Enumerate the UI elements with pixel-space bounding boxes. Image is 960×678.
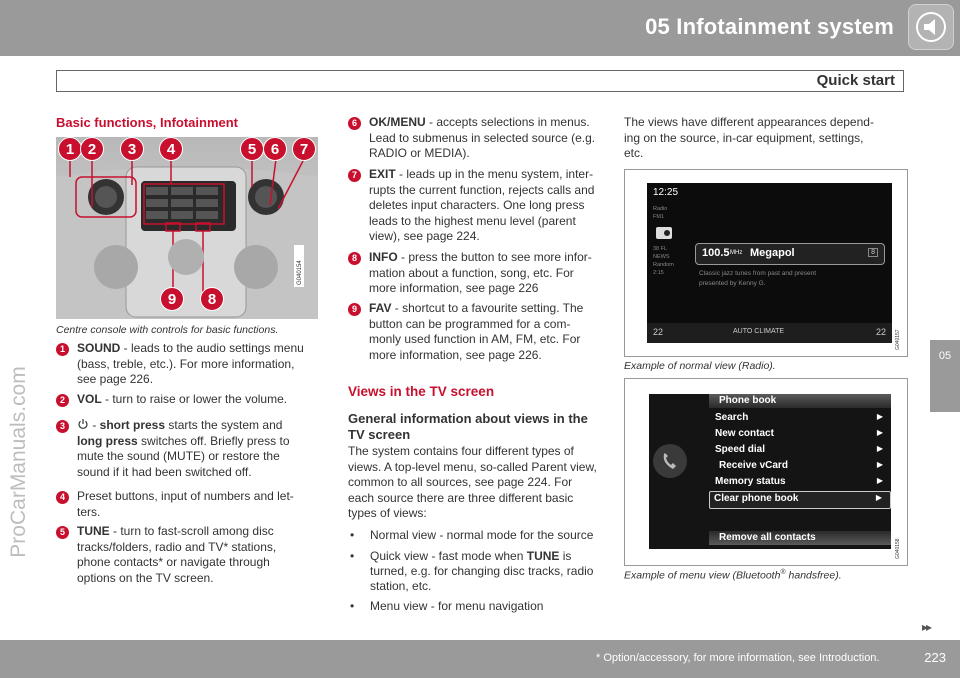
bullet-text: Menu view - for menu navigation xyxy=(370,599,544,613)
menu-item-label: Search xyxy=(715,412,749,423)
item-6-line: - accepts selections in menus. xyxy=(425,115,590,129)
item-6-text xyxy=(369,115,595,162)
item-8-marker: 8 xyxy=(348,252,361,265)
item-1-line: (bass, treble, etc.). For more information, xyxy=(77,356,295,371)
general-info-heading xyxy=(348,411,588,443)
power-icon xyxy=(77,418,89,430)
item-5-line: phone contacts* or navigate through xyxy=(77,555,270,569)
bullet-dot: • xyxy=(350,549,355,563)
item-9-marker: 9 xyxy=(348,303,361,316)
arrow-right-icon: ▶ xyxy=(876,460,883,469)
item-8-line: - press the button to see more infor- xyxy=(397,250,592,264)
item-3-line: mute the sound (MUTE) or restore the xyxy=(77,449,280,463)
footer-note: * Option/accessory, for more information, see Introduction. xyxy=(596,652,880,664)
paragraph-line: views. A top-level menu, so-called Parent view, xyxy=(348,459,597,474)
side-info-line: Random xyxy=(653,262,674,268)
bullet-keyword: TUNE xyxy=(526,549,560,563)
item-4-line: Preset buttons, input of numbers and let- xyxy=(77,489,294,503)
basic-functions-title: Basic functions, Infotainment xyxy=(56,115,239,130)
general-info-heading-line: General information about views in the xyxy=(348,411,588,426)
item-4-marker: 4 xyxy=(56,491,69,504)
menu-item-memory-status[interactable] xyxy=(709,475,891,491)
bullet-dot: • xyxy=(350,528,355,542)
side-info-line: FM1 xyxy=(653,214,664,220)
callout-8: 8 xyxy=(200,287,224,311)
callout-9: 9 xyxy=(160,287,184,311)
paragraph-line: common to all sources, see page 224. For xyxy=(348,475,573,489)
item-6-keyword: OK/MENU xyxy=(369,115,426,129)
menu-item-clear-phone-book[interactable] xyxy=(709,491,891,509)
menu-item-label: Clear phone book xyxy=(714,493,799,504)
bullet-text: Normal view - normal mode for the source xyxy=(370,528,594,542)
section-title: Quick start xyxy=(816,72,895,89)
screen-time: 12:25 xyxy=(653,187,679,198)
caption-sup: ® xyxy=(780,569,786,576)
bullet-text-part: turned, e.g. for changing disc tracks, radio xyxy=(370,564,594,578)
bullet-text-part: Quick view - fast mode when xyxy=(370,549,527,563)
item-7-line: deletes input characters. One long press xyxy=(369,198,585,212)
chapter-tab xyxy=(930,340,960,412)
item-7-text xyxy=(369,167,594,245)
temp-right: 22 xyxy=(875,327,886,337)
paragraph-line: The system contains four different types of xyxy=(348,444,574,458)
item-9-line: more information, see page 226. xyxy=(369,347,542,362)
section-bar xyxy=(56,70,904,92)
paragraph-line: etc. xyxy=(624,146,644,160)
item-7-line: rupts the current function, rejects calls and xyxy=(369,182,595,197)
paragraph-line: ing on the source, in-car equipment, settings, xyxy=(624,130,864,145)
callout-6: 6 xyxy=(263,137,287,161)
phonebook-screen-frame xyxy=(624,378,908,566)
phonebook-screen xyxy=(649,394,891,549)
item-3-dash: - xyxy=(89,418,100,432)
menu-item-new-contact[interactable] xyxy=(709,427,891,443)
item-8-line: mation about a function, song, etc. For xyxy=(369,265,574,280)
item-3-keyword: short press xyxy=(99,418,166,432)
screen1-code: G040157 xyxy=(895,329,901,350)
phonebook-menu xyxy=(709,411,891,509)
phonebook-title: Phone book xyxy=(719,395,777,406)
item-9-keyword: FAV xyxy=(369,301,392,315)
preset-number: 8 xyxy=(868,248,878,257)
item-9-line: button can be programmed for a com- xyxy=(369,316,571,331)
bullet-dot: • xyxy=(350,599,355,613)
phone-icon xyxy=(653,444,687,478)
side-info-line: 2:15 xyxy=(653,270,664,276)
footer xyxy=(0,640,960,678)
bullet-text-part: station, etc. xyxy=(370,579,432,593)
item-7-marker: 7 xyxy=(348,169,361,182)
item-8-keyword: INFO xyxy=(369,250,398,264)
arrow-right-icon: ▶ xyxy=(876,444,883,453)
watermark-text: ProCarManuals.com xyxy=(7,366,30,558)
temp-left: 22 xyxy=(653,327,664,337)
item-3-marker: 3 xyxy=(56,420,69,433)
station-unit: MHz xyxy=(730,250,743,256)
item-5-line: tracks/folders, radio and TV* stations, xyxy=(77,539,277,554)
bullet-text xyxy=(370,549,593,594)
menu-item-label: Memory status xyxy=(715,476,786,487)
bullet-text-part: is xyxy=(559,549,572,563)
item-4-text xyxy=(77,489,294,520)
item-1-line: see page 226. xyxy=(77,372,154,386)
paragraph-line: The views have different appearances depend- xyxy=(624,115,874,129)
radio-icon xyxy=(653,221,681,245)
side-info-line: Radio xyxy=(653,206,668,212)
item-2-line: - turn to raise or lower the volume. xyxy=(101,392,288,406)
continue-arrows: ▸▸ xyxy=(922,620,931,634)
menu-item-search[interactable] xyxy=(709,411,891,427)
callout-7: 7 xyxy=(292,137,316,161)
item-6-line: Lead to submenus in selected source (e.g. xyxy=(369,130,596,145)
callout-2: 2 xyxy=(80,137,104,161)
speaker-icon xyxy=(908,4,954,50)
item-5-keyword: TUNE xyxy=(77,524,110,538)
callout-5: 5 xyxy=(240,137,264,161)
item-5-marker: 5 xyxy=(56,526,69,539)
station-frequency: 100.5 xyxy=(702,247,730,259)
callout-1: 1 xyxy=(58,137,82,161)
callout-3: 3 xyxy=(120,137,144,161)
side-info-line: NEWS xyxy=(653,254,670,260)
item-5-line: - turn to fast-scroll among disc xyxy=(109,524,274,538)
views-title: Views in the TV screen xyxy=(348,384,495,399)
item-4-line: ters. xyxy=(77,504,101,519)
chapter-title: 05 Infotainment system xyxy=(645,14,894,39)
item-2-keyword: VOL xyxy=(77,392,102,406)
item-6-line: RADIO or MEDIA). xyxy=(369,146,470,160)
item-8-line: more information, see page 226 xyxy=(369,281,539,295)
photo-code: G040154 xyxy=(297,260,303,285)
page-number: 223 xyxy=(924,650,946,665)
menu-item-label: New contact xyxy=(715,428,774,439)
menu-item-label: Receive vCard xyxy=(719,460,788,471)
item-1-text xyxy=(77,341,304,388)
item-7-line: view), see page 224. xyxy=(369,229,480,243)
phonebook-header xyxy=(709,394,891,408)
arrow-right-icon: ▶ xyxy=(876,412,883,421)
item-5-text xyxy=(77,524,276,586)
item-3-keyword-2: long press xyxy=(77,433,138,448)
menu-item-speed-dial[interactable] xyxy=(709,443,891,459)
centre-console-photo xyxy=(56,137,318,319)
phonebook-caption xyxy=(624,569,842,582)
radio-text-line: presented by Kenny G. xyxy=(699,280,766,287)
item-9-line: monly used function in AM, FM, etc. For xyxy=(369,332,581,346)
item-2-text xyxy=(77,392,287,408)
radio-text xyxy=(699,269,816,289)
radio-screen-frame xyxy=(624,169,908,357)
callout-4: 4 xyxy=(159,137,183,161)
side-info-line: 38 FL xyxy=(653,246,668,252)
item-1-line: - leads to the audio settings menu xyxy=(120,341,304,355)
menu-item-receive-vcard[interactable] xyxy=(709,459,891,475)
item-3-text xyxy=(77,418,290,480)
item-7-line: leads to the highest menu level (parent xyxy=(369,213,576,228)
item-9-text xyxy=(369,301,583,363)
general-info-heading-line: TV screen xyxy=(348,427,411,442)
paragraph-line: each source there are three different basic xyxy=(348,490,574,505)
station-box xyxy=(695,243,885,265)
item-3-line: switches off. Briefly press to xyxy=(137,433,290,448)
views-intro xyxy=(624,115,874,162)
arrow-right-icon: ▶ xyxy=(876,476,883,485)
item-5-line: options on the TV screen. xyxy=(77,570,214,585)
climate-bar xyxy=(647,323,892,343)
item-3-line: starts the system and xyxy=(165,418,283,432)
item-6-marker: 6 xyxy=(348,117,361,130)
chapter-header xyxy=(0,0,960,56)
chapter-tab-label: 05 xyxy=(938,350,952,362)
radio-side-info xyxy=(653,205,681,277)
screen2-code: G040158 xyxy=(895,538,901,559)
arrow-right-icon: ▶ xyxy=(876,428,883,437)
item-7-keyword: EXIT xyxy=(369,167,396,181)
item-3-line: sound if it had been switched off. xyxy=(77,464,252,479)
watermark xyxy=(4,230,34,670)
photo-caption: Centre console with controls for basic functions. xyxy=(56,324,279,336)
menu-item-label: Speed dial xyxy=(715,444,766,455)
auto-climate-label: AUTO CLIMATE xyxy=(733,328,785,335)
menu-item-label: Remove all contacts xyxy=(719,532,816,543)
menu-item-remove-all-contacts[interactable] xyxy=(709,531,891,545)
item-7-line: - leads up in the menu system, inter- xyxy=(395,167,594,181)
item-1-marker: 1 xyxy=(56,343,69,356)
station-name: Megapol xyxy=(750,247,795,259)
caption-part: handsfree). xyxy=(785,569,842,582)
general-info-text xyxy=(348,444,597,522)
caption-part: Example of menu view (Bluetooth xyxy=(624,569,781,582)
paragraph-line: types of views: xyxy=(348,506,427,520)
item-1-keyword: SOUND xyxy=(77,341,121,355)
item-2-marker: 2 xyxy=(56,394,69,407)
radio-caption: Example of normal view (Radio). xyxy=(624,360,776,372)
item-9-line: - shortcut to a favourite setting. The xyxy=(391,301,584,315)
radio-text-line: Classic jazz tunes from past and present xyxy=(699,270,817,277)
item-8-text xyxy=(369,250,592,297)
arrow-right-icon: ▶ xyxy=(875,493,882,502)
radio-screen xyxy=(647,183,892,343)
